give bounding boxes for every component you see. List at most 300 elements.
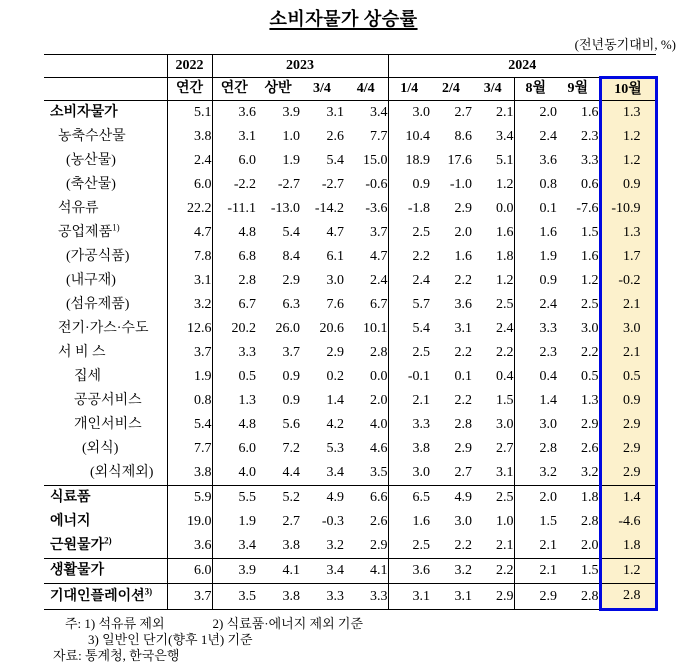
highlighted-column-header: 10월 (600, 78, 656, 101)
value-cell: 2.9 (326, 345, 344, 360)
row-label (44, 486, 167, 511)
value-cell: 3.3 (514, 317, 557, 341)
value-cell: 2.2 (472, 559, 514, 584)
column-header: 1/4 (388, 78, 430, 101)
value-cell: 0.9 (514, 269, 557, 293)
highlighted-value-cell: 1.2 (600, 559, 656, 584)
value-cell: 2.7 (454, 105, 472, 120)
highlighted-value-cell: 0.9 (600, 173, 656, 197)
value-cell: 26.0 (275, 321, 300, 336)
value-cell: 10.1 (363, 321, 388, 336)
cpi-table (44, 54, 658, 611)
row-label-text: (섬유제품) (66, 297, 130, 312)
highlighted-value-cell: -0.2 (600, 269, 656, 293)
table-row (44, 197, 656, 221)
row-label-text: 근원물가 (50, 538, 105, 553)
value-cell: -0.6 (365, 177, 388, 192)
value-cell: 0.5 (581, 369, 599, 384)
value-cell: 2.2 (581, 345, 599, 360)
value-cell: 3.1 (388, 584, 430, 610)
value-cell: 0.6 (581, 177, 599, 192)
value-cell: 0.1 (454, 369, 472, 384)
value-cell: 7.7 (167, 437, 212, 461)
row-label-text: (외식제외) (90, 465, 154, 480)
value-cell: 4.1 (256, 559, 300, 584)
footnote-3: 3) 일반인 단기(향후 1년) 기준 (88, 632, 253, 647)
row-label (44, 125, 167, 149)
value-cell: 3.7 (282, 345, 300, 360)
value-cell: 0.8 (514, 173, 557, 197)
highlighted-value-cell: 0.5 (600, 365, 656, 389)
value-cell: -3.6 (365, 201, 388, 216)
value-cell: 3.7 (167, 341, 212, 365)
year-header-row (44, 55, 656, 78)
row-label-text: 개인서비스 (74, 417, 142, 432)
value-cell: 1.8 (557, 486, 600, 511)
row-label (44, 245, 167, 269)
value-cell: 1.5 (496, 393, 514, 408)
value-cell: 7.7 (370, 129, 388, 144)
value-cell: 1.4 (326, 393, 344, 408)
row-label-text: 집세 (74, 369, 102, 384)
highlighted-value-cell: 0.9 (600, 389, 656, 413)
value-cell: 2.6 (581, 441, 599, 456)
value-cell: 4.8 (212, 221, 256, 245)
value-cell: 3.1 (496, 465, 514, 480)
value-cell: 5.9 (167, 486, 212, 511)
row-label (44, 389, 167, 413)
column-header: 4/4 (344, 78, 388, 101)
value-cell: 4.9 (430, 486, 472, 511)
value-cell: 3.3 (212, 341, 256, 365)
column-header: 연간 (212, 78, 256, 101)
footnote-2: 2) 식료품·에너지 제외 기준 (212, 616, 364, 631)
highlighted-value-cell: 1.3 (600, 221, 656, 245)
value-cell: 2.8 (212, 269, 256, 293)
value-cell: 0.4 (514, 365, 557, 389)
highlighted-value-cell: 1.2 (600, 125, 656, 149)
value-cell: 2.4 (496, 321, 514, 336)
highlighted-value-cell: 3.0 (600, 317, 656, 341)
row-label-text: 공업제품 (58, 225, 113, 240)
table-row (44, 317, 656, 341)
value-cell: 3.9 (282, 105, 300, 120)
value-cell: 3.1 (430, 584, 472, 610)
table-row (44, 341, 656, 365)
value-cell: 3.1 (167, 269, 212, 293)
highlighted-value-cell: 1.8 (600, 534, 656, 559)
row-label-text: 소비자물가 (50, 105, 118, 120)
table-row (44, 584, 656, 610)
value-cell: 1.6 (454, 249, 472, 264)
value-cell: -2.2 (212, 173, 256, 197)
row-label (44, 149, 167, 173)
value-cell: 2.3 (514, 341, 557, 365)
value-cell: 8.4 (282, 249, 300, 264)
row-label (44, 317, 167, 341)
value-cell: 4.1 (344, 559, 388, 584)
row-label (44, 293, 167, 317)
value-cell: 2.4 (388, 269, 430, 293)
value-cell: 3.1 (212, 125, 256, 149)
value-cell: 6.1 (326, 249, 344, 264)
row-label (44, 341, 167, 365)
value-cell: 1.9 (282, 153, 300, 168)
value-cell: 2.2 (496, 345, 514, 360)
value-cell: 7.8 (167, 245, 212, 269)
row-label-text: (외식) (82, 441, 119, 456)
value-cell: -13.0 (270, 201, 300, 216)
value-cell: 1.9 (167, 365, 212, 389)
value-cell: 6.0 (212, 149, 256, 173)
value-cell: 3.7 (167, 584, 212, 610)
row-label (44, 510, 167, 534)
column-header: 8월 (514, 78, 557, 101)
row-label-text: (농산물) (66, 153, 116, 168)
table-row (44, 365, 656, 389)
footnote-line-1 (0, 616, 687, 632)
value-cell: 2.9 (370, 538, 388, 553)
value-cell: 2.8 (454, 417, 472, 432)
value-cell: 2.9 (454, 201, 472, 216)
value-cell: 2.5 (472, 486, 514, 511)
value-cell: 3.5 (212, 584, 256, 610)
value-cell: 2.8 (514, 437, 557, 461)
value-cell: 7.6 (326, 297, 344, 312)
value-cell: 12.6 (167, 317, 212, 341)
column-header: 3/4 (300, 78, 344, 101)
value-cell: 2.9 (454, 441, 472, 456)
value-cell: 3.1 (454, 321, 472, 336)
value-cell: 4.7 (326, 225, 344, 240)
value-cell: 3.0 (388, 101, 430, 126)
table-row (44, 101, 656, 126)
value-cell: 3.9 (212, 559, 256, 584)
year-group-header: 2024 (388, 55, 656, 78)
value-cell: 3.8 (167, 461, 212, 486)
value-cell: 2.2 (454, 538, 472, 553)
footnotes (0, 616, 687, 664)
value-cell: 22.2 (167, 197, 212, 221)
value-cell: 1.6 (388, 510, 430, 534)
value-cell: 1.0 (282, 129, 300, 144)
value-cell: 5.4 (167, 413, 212, 437)
value-cell: 3.4 (212, 534, 256, 559)
value-cell: 2.6 (370, 514, 388, 529)
value-cell: 1.4 (514, 389, 557, 413)
value-cell: -1.0 (449, 177, 472, 192)
value-cell: 3.0 (454, 514, 472, 529)
value-cell: 3.0 (326, 273, 344, 288)
value-cell: 1.6 (496, 225, 514, 240)
header-label-cell (44, 78, 167, 101)
column-header-row (44, 78, 656, 101)
value-cell: 6.7 (370, 297, 388, 312)
value-cell: 0.8 (167, 389, 212, 413)
value-cell: 5.1 (167, 101, 212, 126)
value-cell: 2.2 (454, 345, 472, 360)
value-cell: 4.6 (370, 441, 388, 456)
row-label-superscript: 3) (144, 585, 153, 596)
value-cell: 3.6 (454, 297, 472, 312)
value-cell: 3.8 (167, 125, 212, 149)
value-cell: 6.5 (388, 486, 430, 511)
value-cell: 2.0 (514, 101, 557, 126)
value-cell: 2.0 (454, 225, 472, 240)
row-label-text: 에너지 (50, 514, 91, 529)
value-cell: 5.7 (388, 293, 430, 317)
table-row (44, 461, 656, 486)
value-cell: 2.5 (388, 221, 430, 245)
value-cell: 6.3 (282, 297, 300, 312)
year-group-header: 2022 (167, 55, 212, 78)
value-cell: 0.5 (212, 365, 256, 389)
value-cell: 5.2 (256, 486, 300, 511)
value-cell: 8.6 (454, 129, 472, 144)
value-cell: 5.1 (496, 153, 514, 168)
value-cell: 3.4 (300, 559, 344, 584)
value-cell: 4.7 (370, 249, 388, 264)
value-cell: 4.9 (300, 486, 344, 511)
value-cell: 2.5 (581, 297, 599, 312)
value-cell: 2.2 (454, 393, 472, 408)
value-cell: 0.1 (514, 197, 557, 221)
value-cell: 3.3 (581, 153, 599, 168)
value-cell: 1.2 (581, 273, 599, 288)
highlighted-value-cell: 1.7 (600, 245, 656, 269)
value-cell: 2.5 (496, 297, 514, 312)
value-cell: 3.2 (167, 293, 212, 317)
row-label (44, 101, 167, 126)
row-label (44, 534, 167, 559)
value-cell: -7.6 (576, 201, 599, 216)
value-cell: 2.9 (581, 417, 599, 432)
row-label (44, 173, 167, 197)
value-cell: 0.9 (388, 173, 430, 197)
value-cell: 1.6 (514, 221, 557, 245)
column-header: 2/4 (430, 78, 472, 101)
value-cell: 2.1 (514, 559, 557, 584)
highlighted-value-cell: 1.2 (600, 149, 656, 173)
value-cell: 2.1 (514, 534, 557, 559)
value-cell: 6.6 (344, 486, 388, 511)
row-label (44, 269, 167, 293)
column-header: 3/4 (472, 78, 514, 101)
row-label (44, 221, 167, 245)
table-row (44, 486, 656, 511)
source-note: 자료: 통계청, 한국은행 (53, 648, 180, 663)
value-cell: 2.6 (326, 129, 344, 144)
table-row (44, 149, 656, 173)
column-header: 상반 (256, 78, 300, 101)
value-cell: 1.0 (496, 514, 514, 529)
row-label-text: 서 비 스 (58, 345, 106, 360)
value-cell: 4.8 (212, 413, 256, 437)
value-cell: 0.9 (282, 393, 300, 408)
row-label-text: 기대인플레이션 (50, 588, 145, 604)
row-label-text: 공공서비스 (74, 393, 142, 408)
value-cell: 5.4 (326, 153, 344, 168)
value-cell: 6.0 (167, 173, 212, 197)
value-cell: 3.6 (388, 559, 430, 584)
value-cell: 10.4 (388, 125, 430, 149)
highlighted-value-cell: 2.9 (600, 461, 656, 486)
column-header: 연간 (167, 78, 212, 101)
value-cell: 3.6 (167, 534, 212, 559)
value-cell: 0.9 (282, 369, 300, 384)
row-label (44, 461, 167, 486)
value-cell: 3.6 (212, 101, 256, 126)
value-cell: 2.4 (514, 125, 557, 149)
value-cell: 2.3 (581, 129, 599, 144)
value-cell: 2.0 (581, 538, 599, 553)
value-cell: 2.2 (388, 245, 430, 269)
value-cell: -11.1 (212, 197, 256, 221)
value-cell: 1.6 (581, 249, 599, 264)
page-title: 소비자물가 상승률 (269, 9, 418, 29)
value-cell: 20.2 (212, 317, 256, 341)
year-group-header: 2023 (212, 55, 388, 78)
row-label-text: 농축수산물 (58, 129, 126, 144)
value-cell: 2.7 (496, 441, 514, 456)
value-cell: -1.8 (388, 197, 430, 221)
value-cell: 3.8 (388, 437, 430, 461)
highlighted-value-cell: 1.3 (600, 101, 656, 126)
header-corner-cell (44, 55, 167, 78)
value-cell: 5.4 (388, 317, 430, 341)
value-cell: 2.2 (454, 273, 472, 288)
value-cell: 1.5 (557, 559, 600, 584)
table-row (44, 389, 656, 413)
highlighted-value-cell: 2.8 (600, 584, 656, 610)
highlighted-value-cell: 2.1 (600, 293, 656, 317)
value-cell: 2.5 (388, 341, 430, 365)
value-cell: 3.0 (581, 321, 599, 336)
value-cell: -2.7 (321, 177, 344, 192)
value-cell: 6.7 (212, 293, 256, 317)
row-label-text: 생활물가 (50, 563, 105, 578)
value-cell: -14.2 (314, 201, 344, 216)
value-cell: -0.3 (321, 514, 344, 529)
value-cell: 4.0 (212, 461, 256, 486)
value-cell: 3.6 (514, 149, 557, 173)
value-cell: 2.4 (167, 149, 212, 173)
value-cell: 3.3 (344, 584, 388, 610)
value-cell: 2.1 (496, 538, 514, 553)
table-row (44, 534, 656, 559)
value-cell: 0.0 (370, 369, 388, 384)
value-cell: 6.0 (212, 437, 256, 461)
value-cell: -0.1 (388, 365, 430, 389)
highlighted-value-cell: 1.4 (600, 486, 656, 511)
value-cell: 3.0 (514, 413, 557, 437)
value-cell: 5.5 (212, 486, 256, 511)
value-cell: 2.4 (370, 273, 388, 288)
value-cell: 4.0 (370, 417, 388, 432)
table-row (44, 125, 656, 149)
value-cell: 2.9 (472, 584, 514, 610)
table-row (44, 437, 656, 461)
row-label (44, 365, 167, 389)
row-label-superscript: 1) (112, 222, 120, 233)
value-cell: 2.1 (496, 105, 514, 120)
value-cell: 3.8 (256, 584, 300, 610)
row-label (44, 197, 167, 221)
footnote-1: 주: 1) 석유류 제외 (65, 616, 165, 631)
highlighted-value-cell: 2.9 (600, 413, 656, 437)
highlighted-value-cell: 2.1 (600, 341, 656, 365)
value-cell: 1.9 (514, 245, 557, 269)
value-cell: 1.9 (212, 510, 256, 534)
value-cell: 4.2 (326, 417, 344, 432)
value-cell: 0.2 (326, 369, 344, 384)
value-cell: 3.2 (430, 559, 472, 584)
value-cell: 3.0 (496, 417, 514, 432)
value-cell: 3.4 (326, 465, 344, 480)
value-cell: 2.9 (282, 273, 300, 288)
highlighted-value-cell: 2.9 (600, 437, 656, 461)
value-cell: 2.8 (370, 345, 388, 360)
value-cell: 3.3 (388, 413, 430, 437)
value-cell: 2.0 (514, 486, 557, 511)
highlighted-value-cell: -4.6 (600, 510, 656, 534)
value-cell: 2.5 (388, 534, 430, 559)
unit-note: (전년동기대비, %) (574, 37, 676, 52)
value-cell: 3.8 (282, 538, 300, 553)
value-cell: 17.6 (447, 153, 472, 168)
table-row (44, 413, 656, 437)
value-cell: 2.7 (454, 465, 472, 480)
value-cell: 3.1 (326, 105, 344, 120)
value-cell: 3.3 (300, 584, 344, 610)
value-cell: 0.4 (496, 369, 514, 384)
value-cell: 5.6 (282, 417, 300, 432)
row-label (44, 413, 167, 437)
row-label-text: 석유류 (58, 201, 99, 216)
row-label (44, 559, 167, 584)
table-row (44, 245, 656, 269)
value-cell: 3.4 (370, 105, 388, 120)
column-header: 9월 (557, 78, 600, 101)
row-label-text: 식료품 (50, 490, 91, 505)
value-cell: 2.8 (557, 584, 600, 610)
row-label (44, 584, 167, 610)
value-cell: 19.0 (167, 510, 212, 534)
value-cell: 7.2 (282, 441, 300, 456)
value-cell: 2.0 (370, 393, 388, 408)
value-cell: 0.0 (496, 201, 514, 216)
table-row (44, 293, 656, 317)
value-cell: 2.1 (388, 389, 430, 413)
value-cell: 1.5 (581, 225, 599, 240)
value-cell: 4.7 (167, 221, 212, 245)
value-cell: 3.7 (370, 225, 388, 240)
table-row (44, 559, 656, 584)
value-cell: 2.7 (282, 514, 300, 529)
value-cell: 20.6 (319, 321, 344, 336)
value-cell: 1.8 (496, 249, 514, 264)
value-cell: 1.6 (581, 105, 599, 120)
row-label-superscript: 2) (104, 535, 112, 546)
highlighted-value-cell: -10.9 (600, 197, 656, 221)
value-cell: 4.4 (282, 465, 300, 480)
value-cell: 5.3 (326, 441, 344, 456)
value-cell: 2.4 (514, 293, 557, 317)
table-row (44, 510, 656, 534)
value-cell: 3.2 (326, 538, 344, 553)
value-cell: 5.4 (282, 225, 300, 240)
table-row (44, 173, 656, 197)
